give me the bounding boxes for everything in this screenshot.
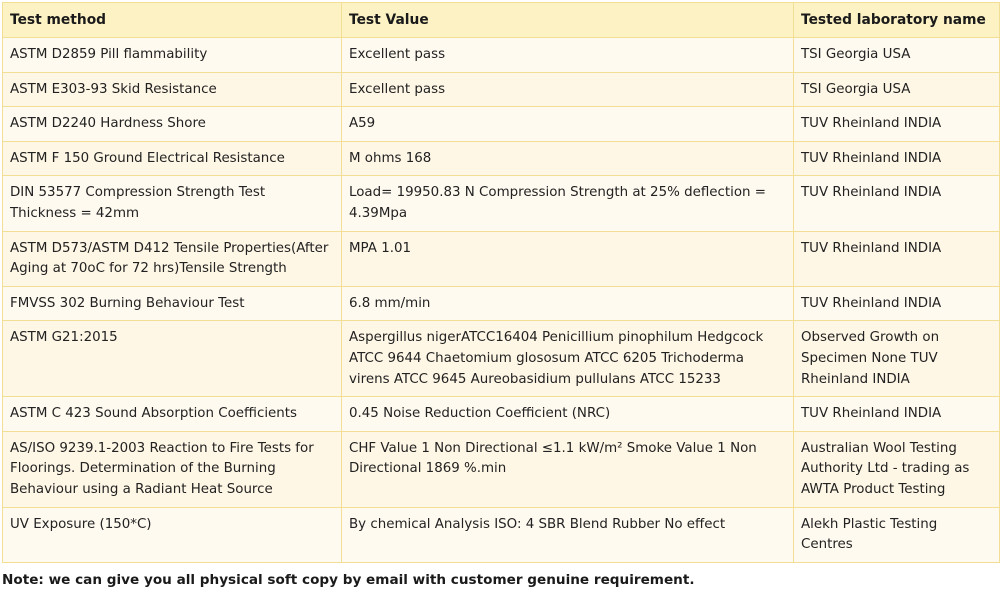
cell-laboratory-name: TUV Rheinland INDIA [794,286,1000,321]
cell-test-value: By chemical Analysis ISO: 4 SBR Blend Rubber No effect [342,507,794,562]
table-row [3,176,1000,231]
table-row [3,38,1000,73]
cell-test-value: Aspergillus nigerATCC16404 Penicillium pinophilum Hedgcock ATCC 9644 Chaetomium glososum ATCC 6205 Trichoderma virens ATCC 9645 Aureobasidium pullulans ATCC 15233 [342,321,794,397]
header-laboratory-name: Tested laboratory name [794,3,1000,38]
table-body [3,38,1000,563]
cell-test-value: 0.45 Noise Reduction Coefficient (NRC) [342,397,794,432]
cell-laboratory-name: TUV Rheinland INDIA [794,176,1000,231]
cell-laboratory-name: Australian Wool Testing Authority Ltd - trading as AWTA Product Testing [794,431,1000,507]
cell-test-method: ASTM E303-93 Skid Resistance [3,72,342,107]
table-row [3,321,1000,397]
cell-test-method: ASTM F 150 Ground Electrical Resistance [3,141,342,176]
cell-test-method: UV Exposure (150*C) [3,507,342,562]
cell-test-method: ASTM G21:2015 [3,321,342,397]
table-row [3,141,1000,176]
table-row [3,397,1000,432]
cell-test-method: ASTM D2859 Pill flammability [3,38,342,73]
cell-laboratory-name: TUV Rheinland INDIA [794,397,1000,432]
footnote: Note: we can give you all physical soft copy by email with customer genuine requirement. [2,572,695,588]
cell-test-value: 6.8 mm/min [342,286,794,321]
table-row [3,286,1000,321]
cell-laboratory-name: TUV Rheinland INDIA [794,107,1000,142]
cell-laboratory-name: TSI Georgia USA [794,72,1000,107]
table-row [3,507,1000,562]
header-test-method: Test method [3,3,342,38]
cell-laboratory-name: Observed Growth on Specimen None TUV Rheinland INDIA [794,321,1000,397]
cell-test-value: A59 [342,107,794,142]
table-row [3,72,1000,107]
cell-laboratory-name: TSI Georgia USA [794,38,1000,73]
cell-test-value: M ohms 168 [342,141,794,176]
cell-test-value: Load= 19950.83 N Compression Strength at 25% deflection = 4.39Mpa [342,176,794,231]
table-row [3,107,1000,142]
test-results-table [2,2,1000,563]
cell-test-method: FMVSS 302 Burning Behaviour Test [3,286,342,321]
cell-test-method: ASTM D2240 Hardness Shore [3,107,342,142]
cell-test-value: Excellent pass [342,38,794,73]
cell-laboratory-name: Alekh Plastic Testing Centres [794,507,1000,562]
cell-test-method: DIN 53577 Compression Strength Test Thickness = 42mm [3,176,342,231]
header-row [3,3,1000,38]
cell-laboratory-name: TUV Rheinland INDIA [794,231,1000,286]
cell-laboratory-name: TUV Rheinland INDIA [794,141,1000,176]
cell-test-value: MPA 1.01 [342,231,794,286]
cell-test-method: ASTM C 423 Sound Absorption Coefficients [3,397,342,432]
cell-test-method: AS/ISO 9239.1-2003 Reaction to Fire Tests for Floorings. Determination of the Burning Behaviour using a Radiant Heat Source [3,431,342,507]
table-row [3,231,1000,286]
table-header [3,3,1000,38]
header-test-value: Test Value [342,3,794,38]
cell-test-method: ASTM D573/ASTM D412 Tensile Properties(After Aging at 70oC for 72 hrs)Tensile Strength [3,231,342,286]
cell-test-value: Excellent pass [342,72,794,107]
cell-test-value: CHF Value 1 Non Directional ≤1.1 kW/m² Smoke Value 1 Non Directional 1869 %.min [342,431,794,507]
table-row [3,431,1000,507]
